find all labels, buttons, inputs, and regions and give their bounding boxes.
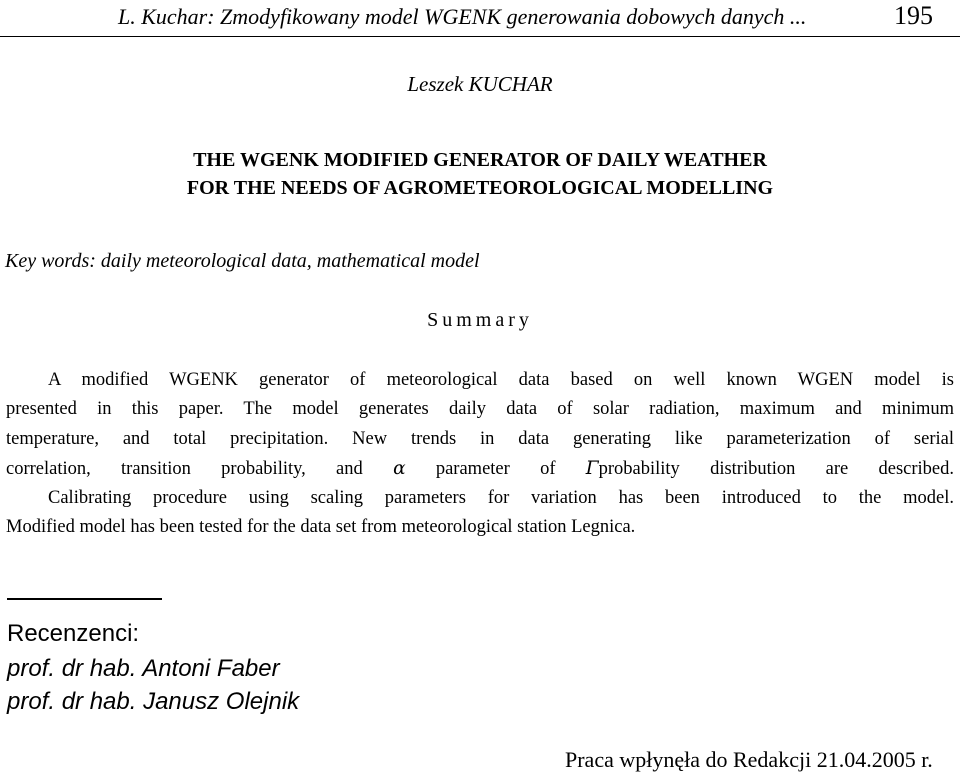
abstract-fragment: parameter of bbox=[435, 459, 556, 480]
reviewer-name: prof. dr hab. Janusz Olejnik bbox=[7, 688, 300, 715]
abstract-line: temperature, and total precipitation. New trends in data generating like parameterization of serial bbox=[6, 428, 954, 449]
paper-title bbox=[0, 146, 960, 202]
keywords: Key words: daily meteorological data, mathematical model bbox=[5, 250, 480, 272]
abstract-fragment: probability distribution are described. bbox=[598, 459, 954, 480]
alpha-symbol: α bbox=[393, 458, 406, 480]
running-head bbox=[0, 0, 960, 37]
author-name: Leszek KUCHAR bbox=[407, 72, 553, 96]
abstract-fragment: correlation, transition probability, and bbox=[6, 459, 363, 480]
abstract-line: A modified WGENK generator of meteorological data based on well known WGEN model is bbox=[48, 370, 954, 390]
abstract bbox=[6, 366, 954, 542]
summary-heading: Summary bbox=[427, 309, 533, 331]
page-number: 195 bbox=[894, 1, 933, 30]
paper-title-line-2: FOR THE NEEDS OF AGROMETEOROLOGICAL MODELLING bbox=[186, 177, 774, 199]
abstract-line: Calibrating procedure using scaling parameters for variation has been introduced to the model. bbox=[48, 487, 954, 508]
footnote-rule bbox=[7, 598, 162, 600]
reviewers-heading: Recenzenci: bbox=[7, 620, 140, 647]
gamma-symbol: Γ bbox=[585, 458, 599, 480]
abstract-line: Modified model has been tested for the data set from meteorological station Legnica. bbox=[6, 516, 636, 537]
paper-title-line-1: THE WGENK MODIFIED GENERATOR OF DAILY WEATHER bbox=[193, 149, 767, 171]
received-date-note: Praca wpłynęła do Redakcji 21.04.2005 r. bbox=[565, 747, 933, 772]
abstract-line: presented in this paper. The model generates daily data of solar radiation, maximum and minimum bbox=[6, 399, 954, 420]
abstract-line-with-symbols bbox=[6, 454, 954, 483]
reviewer-name: prof. dr hab. Antoni Faber bbox=[7, 655, 280, 682]
running-head-title: L. Kuchar: Zmodyfikowany model WGENK generowania dobowych danych ... bbox=[118, 4, 807, 29]
